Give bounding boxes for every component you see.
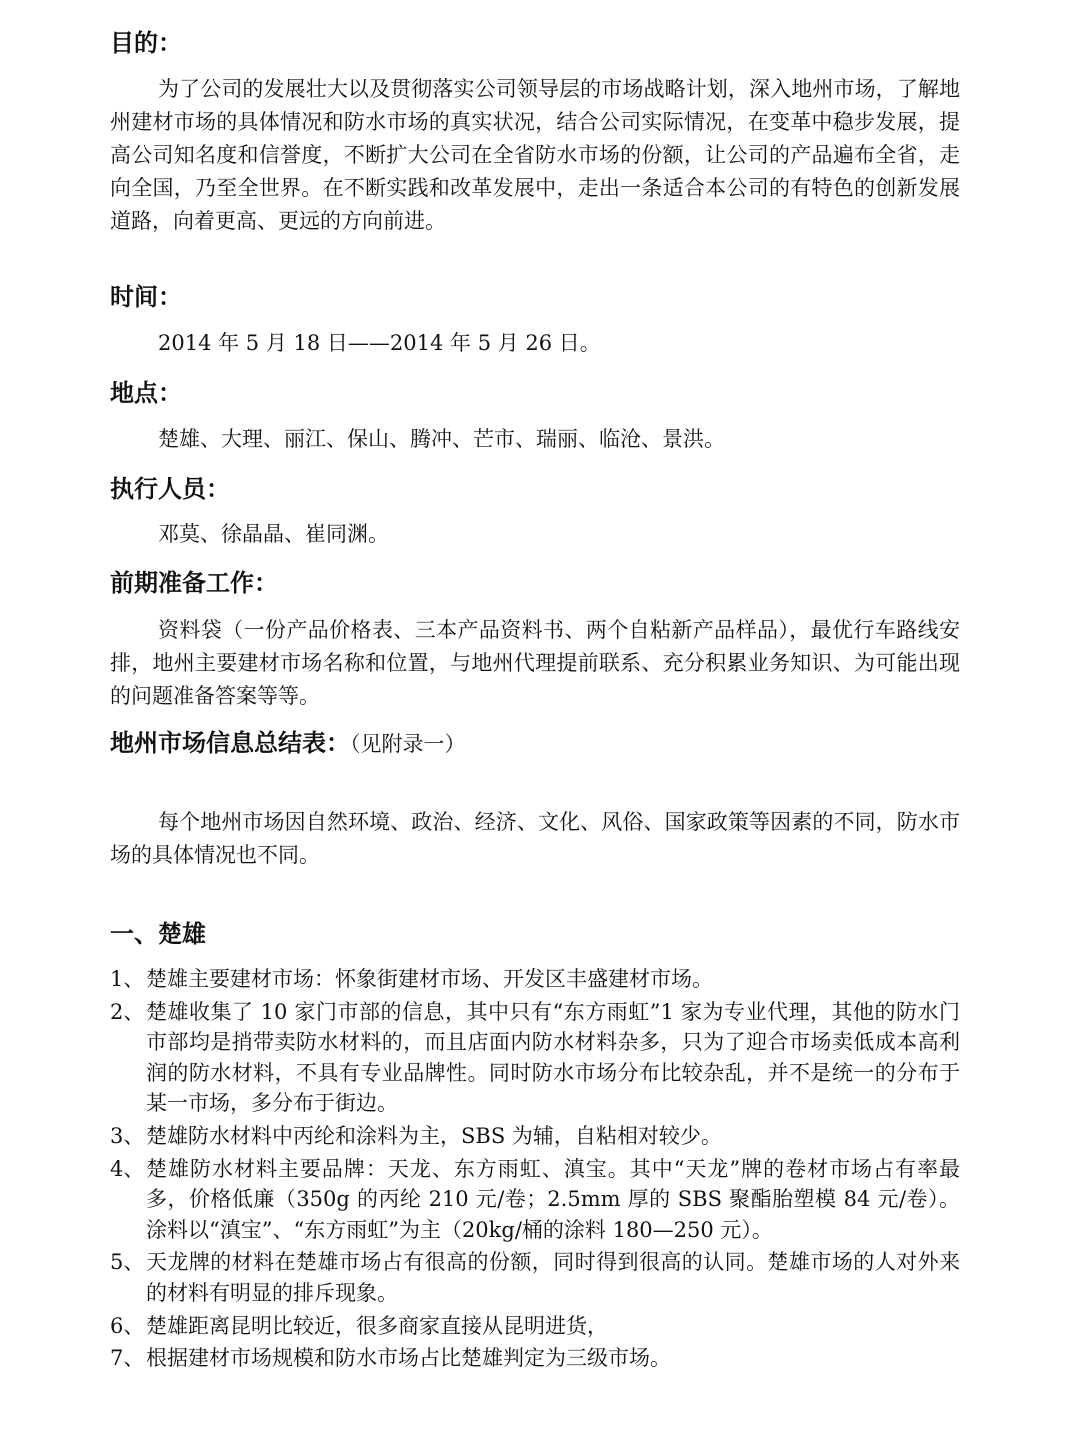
summary-heading-title: 地州市场信息总结表：: [110, 729, 350, 757]
list-item-text: 楚雄防水材料主要品牌：天龙、东方雨虹、滇宝。其中“天龙”牌的卷材市场占有率最多，价格低廉（350g 的丙纶 210 元/卷；2.5mm 厚的 SBS 聚酯胎塑模 84 元/卷）。涂料以“滇宝”、“东方雨虹”为主（20kg/桶的涂料 180—250 元）。: [146, 1156, 960, 1242]
list-item-number: 4、: [110, 1156, 145, 1181]
list-item: [110, 1154, 960, 1246]
list-item: [110, 997, 960, 1119]
list-item: [110, 1121, 960, 1152]
chuxiong-heading: 一、楚雄: [110, 920, 206, 948]
preparation-heading: 前期准备工作：: [110, 569, 278, 597]
purpose-heading: 目的：: [110, 29, 182, 57]
list-item-text: 楚雄距离昆明比较近，很多商家直接从昆明进货，: [146, 1313, 608, 1338]
list-item: [110, 1311, 960, 1342]
purpose-paragraph: 为了公司的发展壮大以及贯彻落实公司领导层的市场战略计划，深入地州市场，了解地州建材市场的具体情况和防水市场的真实状况，结合公司实际情况，在变革中稳步发展，提高公司知名度和信誉度，不断扩大公司在全省防水市场的份额，让公司的产品遍布全省，走向全国，乃至全世界。在不断实践和改革发展中，走出一条适合本公司的有特色的创新发展道路，向着更高、更远的方向前进。: [110, 77, 960, 233]
list-item-number: 5、: [110, 1250, 145, 1275]
list-item-number: 7、: [110, 1346, 145, 1371]
chuxiong-list: [110, 964, 960, 1376]
summary-paragraph: 每个地州市场因自然环境、政治、经济、文化、风俗、国家政策等因素的不同，防水市场的具体情况也不同。: [110, 810, 960, 867]
staff-heading: 执行人员：: [110, 475, 230, 503]
summary-heading-note: （见附录一）: [350, 732, 466, 756]
list-item: [110, 1343, 960, 1374]
preparation-paragraph: 资料袋（一份产品价格表、三本产品资料书、两个自粘新产品样品），最优行车路线安排，地州主要建材市场名称和位置，与地州代理提前联系、充分积累业务知识、为可能出现的问题准备答案等等。: [110, 618, 960, 708]
list-item-number: 6、: [110, 1313, 145, 1338]
list-item: [110, 964, 960, 995]
place-text: 楚雄、大理、丽江、保山、腾冲、芒市、瑞丽、临沧、景洪。: [158, 427, 725, 451]
time-text: 2014 年 5 月 18 日——2014 年 5 月 26 日。: [158, 331, 601, 355]
list-item-number: 1、: [110, 967, 145, 991]
summary-heading: [110, 728, 466, 759]
list-item-text: 天龙牌的材料在楚雄市场占有很高的份额，同时得到很高的认同。楚雄市场的人对外来的材料有明显的排斥现象。: [146, 1250, 960, 1305]
place-heading: 地点：: [110, 379, 182, 407]
list-item-text: 根据建材市场规模和防水市场占比楚雄判定为三级市场。: [146, 1346, 671, 1371]
staff-text: 邓莫、徐晶晶、崔同渊。: [158, 522, 389, 546]
list-item-text: 楚雄收集了 10 家门市部的信息，其中只有“东方雨虹”1 家为专业代理，其他的防水门市部均是捎带卖防水材料的，而且店面内防水材料杂多，只为了迎合市场卖低成本高利润的防水材料，不具有专业品牌性。同时防水市场分布比较杂乱，并不是统一的分布于某一市场，多分布于街边。: [146, 999, 960, 1116]
list-item-text: 楚雄主要建材市场：怀象街建材市场、开发区丰盛建材市场。: [146, 967, 713, 991]
list-item-number: 3、: [110, 1123, 145, 1148]
list-item-number: 2、: [110, 999, 145, 1024]
time-heading: 时间：: [110, 283, 182, 311]
list-item-text: 楚雄防水材料中丙纶和涂料为主，SBS 为辅，自粘相对较少。: [146, 1123, 722, 1148]
list-item: [110, 1247, 960, 1308]
